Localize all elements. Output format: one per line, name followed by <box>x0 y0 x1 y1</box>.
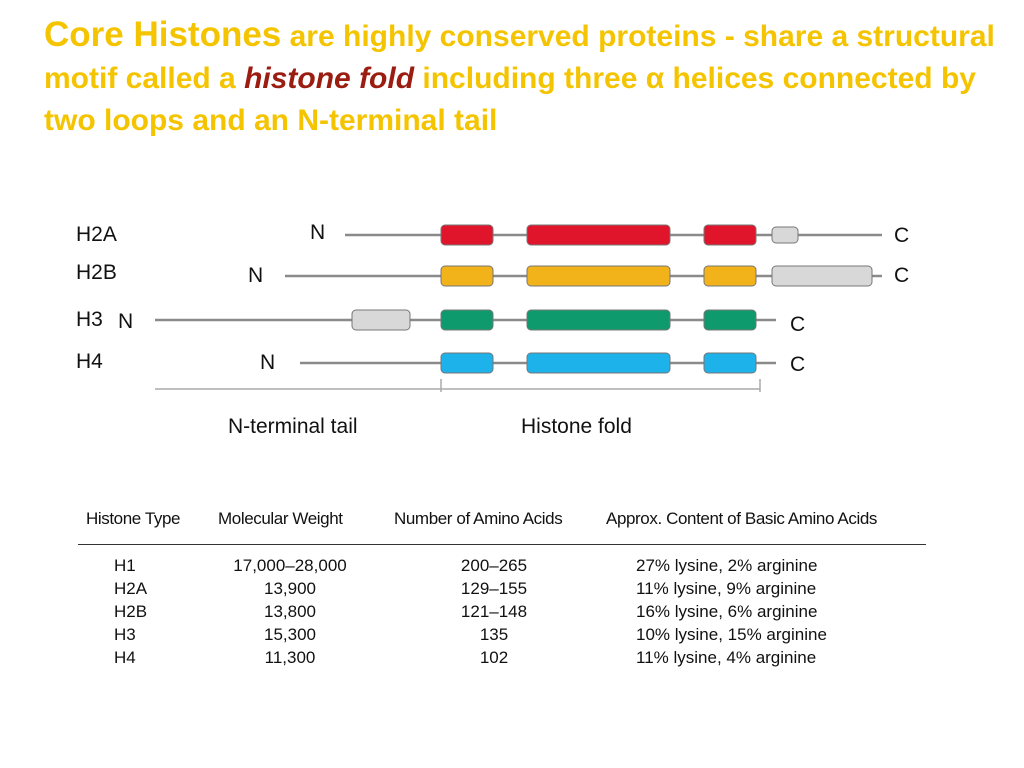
cell-histone-type: H4 <box>114 648 136 667</box>
n-label-h2a: N <box>310 221 326 244</box>
cell-amino-acids-text: 129–155 <box>460 579 528 598</box>
cell-molecular-weight-text: 13,800 <box>264 602 316 621</box>
tail-helix-h2a <box>772 227 798 243</box>
tail-helix-h3 <box>352 310 410 330</box>
histone-fold-label: Histone fold <box>521 415 632 438</box>
n-label-h2b: N <box>248 264 264 287</box>
c-label-h2b: C <box>894 264 910 287</box>
cell-amino-acids-text: 135 <box>479 625 509 644</box>
col-header-basic-amino-acids: Approx. Content of Basic Amino Acids <box>606 509 877 528</box>
helix1-h2a <box>441 225 493 245</box>
cell-molecular-weight-text: 17,000–28,000 <box>233 556 347 575</box>
helix2-h3 <box>527 310 670 330</box>
col-header-amino-acids: Number of Amino Acids <box>394 509 563 528</box>
row-h4 <box>76 350 805 376</box>
cell-molecular-weight-text: 11,300 <box>264 648 316 667</box>
tail-helix-h2b <box>772 266 872 286</box>
cell-amino-acids-text: 200–265 <box>460 556 528 575</box>
row-name-h4: H4 <box>76 350 103 373</box>
helix1-h3 <box>441 310 493 330</box>
headline-text-1: are highly conserved proteins - share a structural motif called a <box>44 20 995 95</box>
cell-histone-type: H1 <box>114 556 136 575</box>
row-name-h2b: H2B <box>76 261 117 284</box>
table-row <box>76 648 928 671</box>
helix1-h2b <box>441 266 493 286</box>
helix2-h2a <box>527 225 670 245</box>
cell-basic-content: 16% lysine, 6% arginine <box>636 602 818 621</box>
cell-molecular-weight-text: 13,900 <box>264 579 316 598</box>
row-h2a <box>76 221 909 247</box>
table-row <box>76 602 928 625</box>
helix1-h4 <box>441 353 493 373</box>
col-header-molecular-weight: Molecular Weight <box>218 509 343 528</box>
headline-core-histones: Core Histones <box>44 15 282 54</box>
table-row <box>76 556 928 579</box>
cell-basic-content: 27% lysine, 2% arginine <box>636 556 818 575</box>
col-header-histone-type: Histone Type <box>86 509 181 528</box>
n-label-h3: N <box>118 310 134 333</box>
helix3-h2a <box>704 225 756 245</box>
table-row <box>76 625 928 648</box>
c-label-h3: C <box>790 313 806 336</box>
helix3-h4 <box>704 353 756 373</box>
helix3-h3 <box>704 310 756 330</box>
cell-basic-content: 11% lysine, 4% arginine <box>636 648 817 667</box>
row-name-h3: H3 <box>76 308 103 331</box>
c-label-h4: C <box>790 353 806 376</box>
cell-amino-acids-text: 102 <box>479 648 509 667</box>
c-label-h2a: C <box>894 224 910 247</box>
histone-fold-bracket <box>441 379 760 392</box>
headline-histone-fold: histone fold <box>244 62 415 95</box>
headline-text-2: including three α helices connected by two loops and an N-terminal tail <box>44 62 976 137</box>
cell-histone-type: H3 <box>114 625 136 644</box>
helix2-h2b <box>527 266 670 286</box>
cell-histone-type: H2B <box>114 602 148 621</box>
n-label-h4: N <box>260 351 276 374</box>
helix2-h4 <box>527 353 670 373</box>
row-name-h2a: H2A <box>76 223 117 246</box>
cell-basic-content: 11% lysine, 9% arginine <box>636 579 817 598</box>
cell-molecular-weight-text: 15,300 <box>264 625 316 644</box>
table-header-rule <box>78 544 926 545</box>
table-row <box>76 579 928 602</box>
helix3-h2b <box>704 266 756 286</box>
n-terminal-tail-label: N-terminal tail <box>228 415 358 438</box>
row-h2b <box>76 261 909 287</box>
cell-histone-type: H2A <box>114 579 148 598</box>
cell-amino-acids-text: 121–148 <box>460 602 528 621</box>
region-brackets <box>155 379 760 392</box>
row-h3 <box>76 308 805 336</box>
cell-basic-content: 10% lysine, 15% arginine <box>636 625 827 644</box>
